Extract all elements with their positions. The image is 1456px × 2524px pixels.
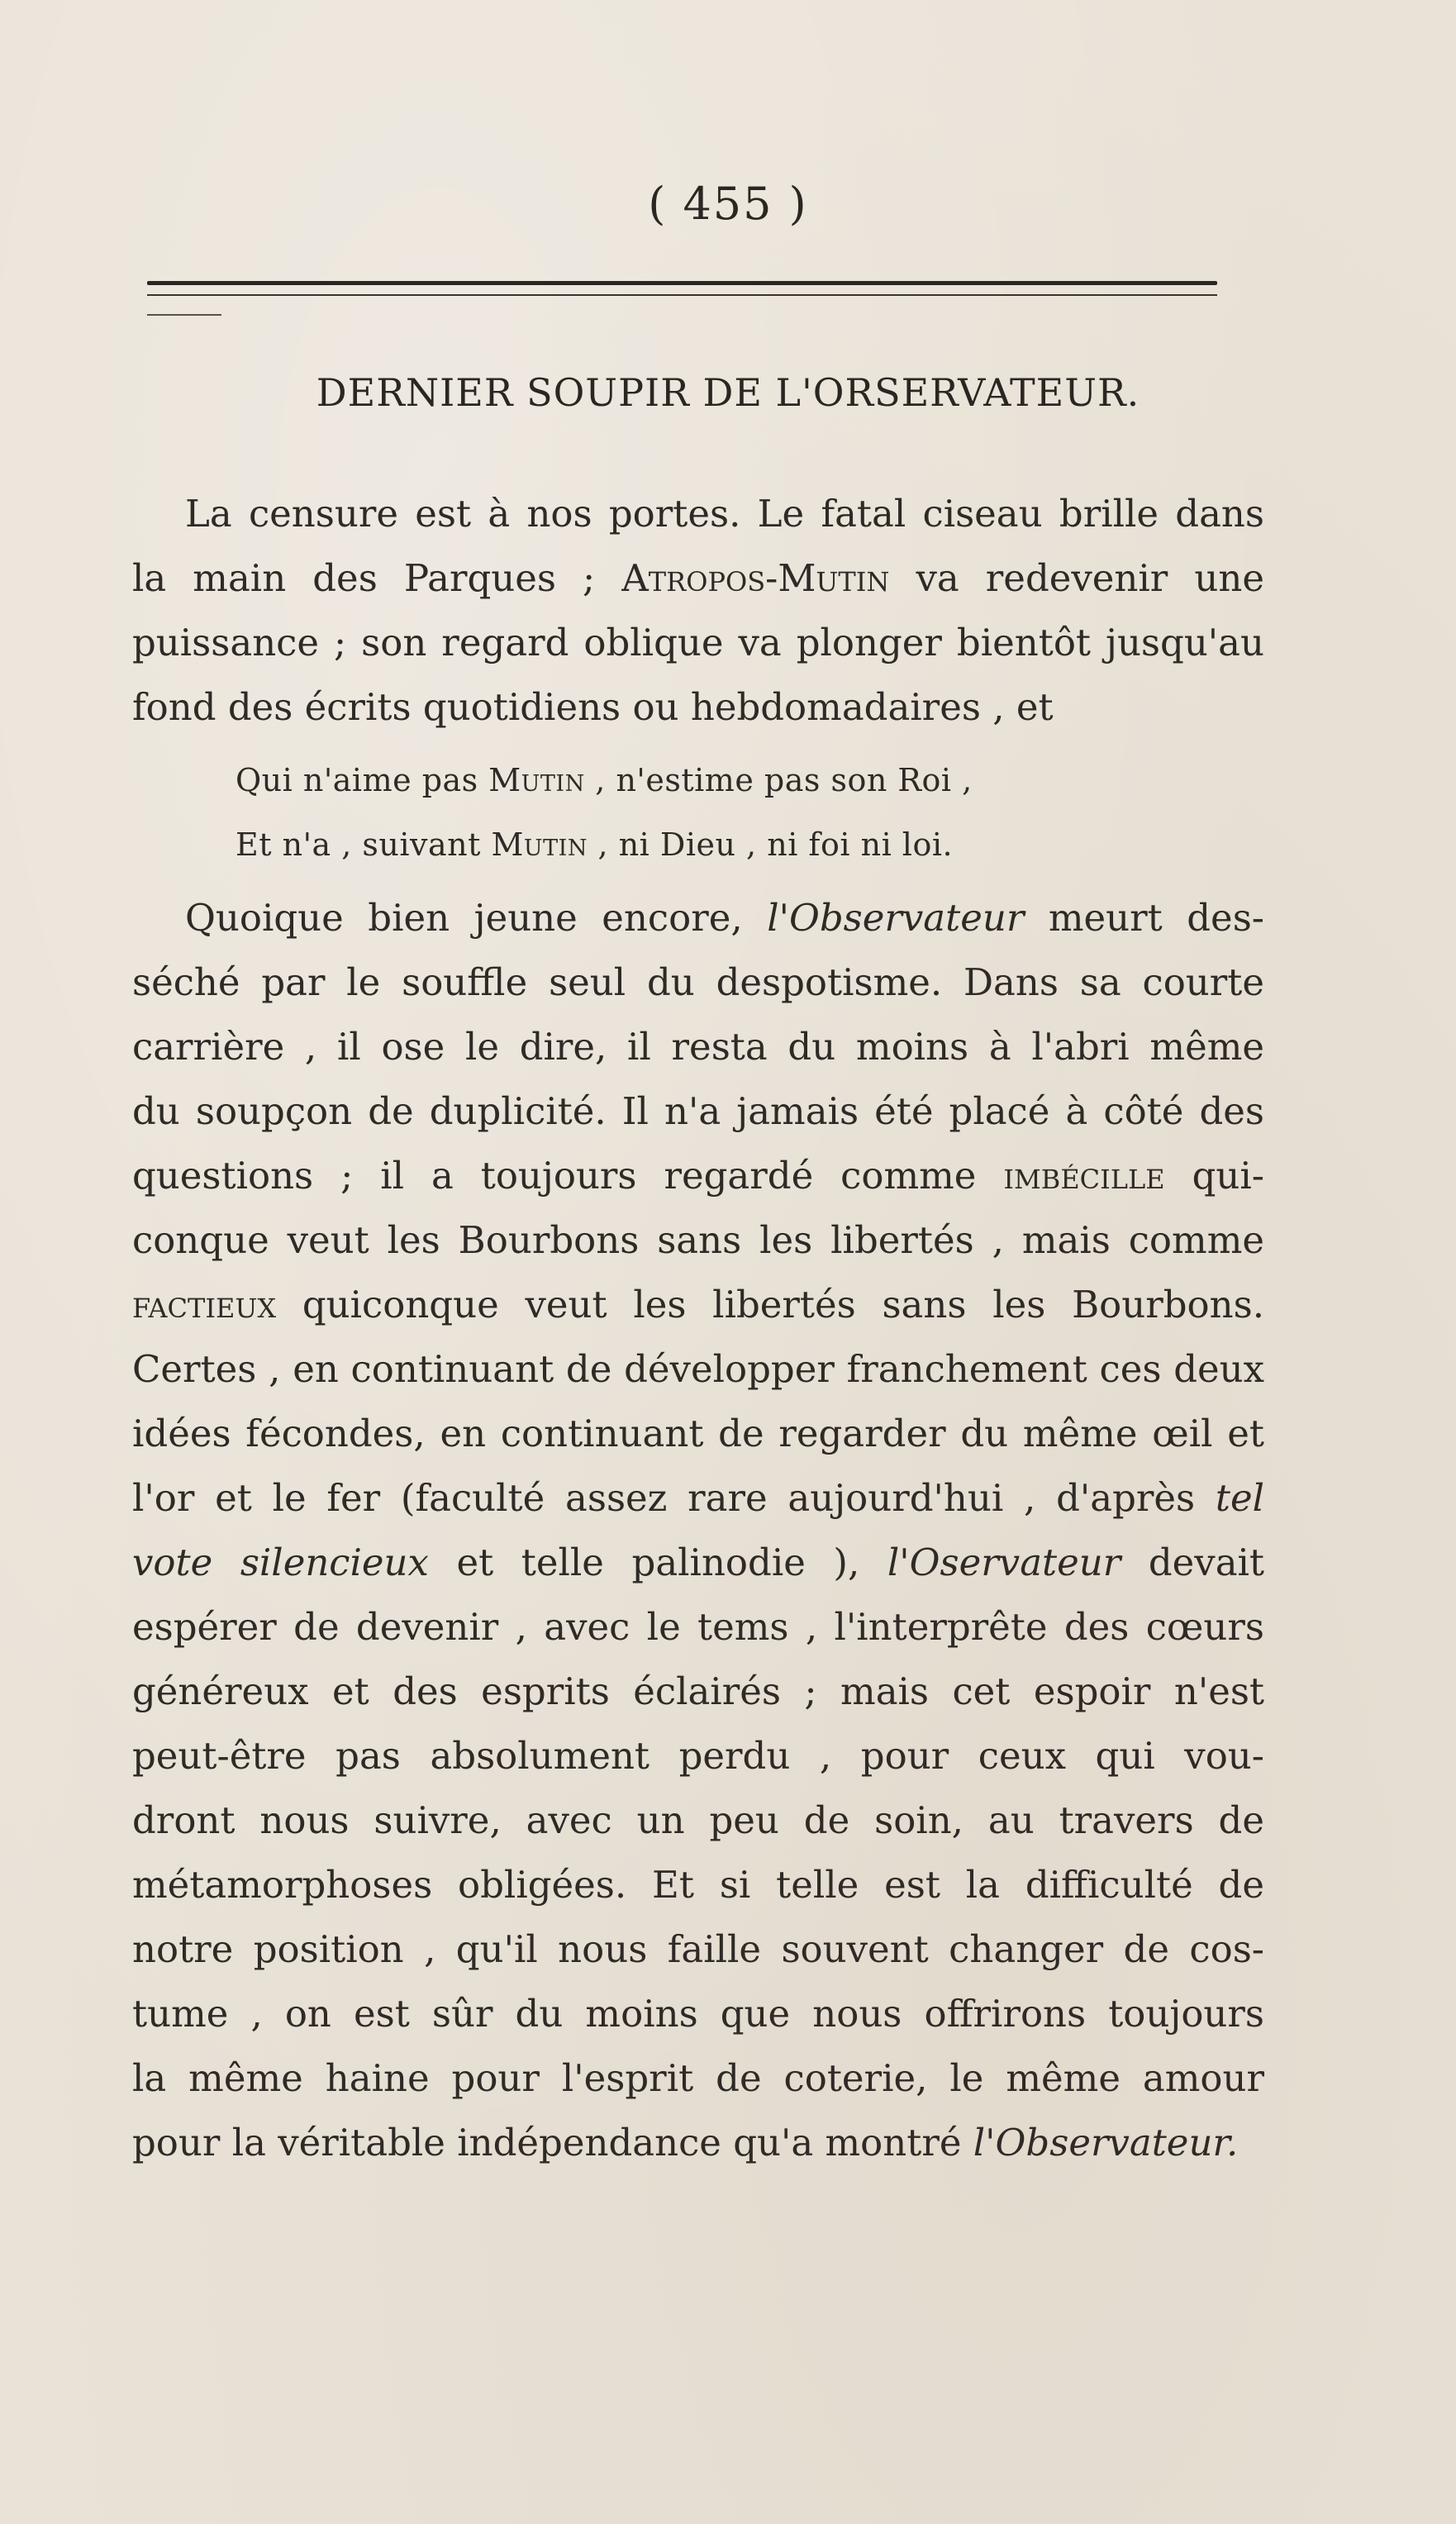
italic-title: l'Oservateur <box>887 1541 1121 1584</box>
text-line <box>132 482 1264 546</box>
text-line <box>132 2046 1264 2111</box>
text-line <box>132 1660 1264 1724</box>
text-span: du soupçon de duplicité. Il n'a jamais été placé à côté des <box>132 1089 1264 1133</box>
text-span: la main des Parques ; <box>132 556 622 600</box>
word-small-caps: imbécille <box>1003 1154 1165 1198</box>
text-line <box>132 950 1264 1015</box>
text-line <box>132 1788 1264 1853</box>
text-line <box>132 546 1264 611</box>
paragraph-2 <box>132 886 1264 2175</box>
text-line <box>132 1466 1264 1531</box>
text-line <box>132 1144 1264 1208</box>
name-small-caps: Mutin <box>491 826 588 863</box>
italic-title: l'Observateur <box>767 896 1025 940</box>
text-line <box>132 1917 1264 1982</box>
header-rule-thick <box>147 281 1217 285</box>
text-line <box>132 1724 1264 1788</box>
text-span: carrière , il ose le dire, il resta du moins à l'abri même <box>132 1025 1264 1069</box>
text-span: peut-être pas absolument perdu , pour ceux qui vou- <box>132 1734 1264 1778</box>
text-span: notre position , qu'il nous faille souvent changer de cos- <box>132 1927 1264 1971</box>
text-span: Certes , en continuant de développer franchement ces deux <box>132 1347 1264 1391</box>
text-line <box>132 1402 1264 1466</box>
text-span: conque veut les Bourbons sans les libertés , mais comme <box>132 1218 1264 1262</box>
verse-line <box>236 748 1078 812</box>
text-span: l'or et le fer (faculté assez rare aujourd'hui , d'après <box>132 1476 1216 1520</box>
paragraph-1 <box>132 482 1264 740</box>
text-span: dront nous suivre, avec un peu de soin, au travers de <box>132 1798 1264 1842</box>
text-span: devait <box>1121 1541 1264 1584</box>
text-span: idées fécondes, en continuant de regarder du même œil et <box>132 1412 1264 1455</box>
header-rule-thin <box>147 294 1217 296</box>
text-line <box>132 611 1264 675</box>
italic-title: l'Observateur. <box>973 2121 1239 2164</box>
text-span: Et n'a , suivant <box>236 826 492 863</box>
text-span: espérer de devenir , avec le tems , l'interprête des cœurs <box>132 1605 1264 1649</box>
text-line <box>132 2111 1264 2175</box>
page-number: ( 455 ) <box>648 178 808 230</box>
text-span: séché par le souffle seul du despotisme. Dans sa courte <box>132 960 1264 1004</box>
text-line <box>132 886 1264 950</box>
text-span: va redevenir une <box>889 556 1264 600</box>
article-heading: DERNIER SOUPIR DE L'ORSERVATEUR. <box>316 370 1140 415</box>
name-small-caps: Atropos-Mutin <box>621 556 890 600</box>
text-span: puissance ; son regard oblique va plonger bientôt jusqu'au <box>132 621 1264 664</box>
text-line <box>132 675 1264 740</box>
text-line <box>132 1273 1264 1337</box>
text-line <box>132 1208 1264 1273</box>
text-line <box>132 1015 1264 1079</box>
text-span: généreux et des esprits éclairés ; mais cet espoir n'est <box>132 1669 1264 1713</box>
header-rule-stub <box>147 314 221 316</box>
text-span: La censure est à nos portes. Le fatal ciseau brille dans <box>185 492 1264 536</box>
text-line <box>132 1853 1264 1917</box>
verse-line <box>236 812 1078 877</box>
text-span: métamorphoses obligées. Et si telle est la difficulté de <box>132 1863 1264 1907</box>
text-span: questions ; il a toujours regardé comme <box>132 1154 1004 1198</box>
text-span: qui- <box>1164 1154 1264 1198</box>
text-span: meurt des- <box>1024 896 1264 940</box>
word-small-caps: factieux <box>132 1283 277 1326</box>
text-span: fond des écrits quotidiens ou hebdomadaires , et <box>132 685 1054 729</box>
name-small-caps: Mutin <box>488 762 585 798</box>
text-span: pour la véritable indépendance qu'a montré <box>132 2121 973 2164</box>
text-span: Qui n'aime pas <box>236 762 489 798</box>
text-span: quiconque veut les libertés sans les Bourbons. <box>276 1283 1264 1326</box>
text-line <box>132 1982 1264 2046</box>
text-span: et telle palinodie ), <box>428 1541 887 1584</box>
text-line <box>132 1595 1264 1660</box>
text-line <box>132 1531 1264 1595</box>
text-span: , ni Dieu , ni foi ni loi. <box>587 826 954 863</box>
text-span: la même haine pour l'esprit de coterie, le même amour <box>132 2056 1264 2100</box>
text-line <box>132 1337 1264 1402</box>
text-span: , n'estime pas son Roi , <box>584 762 973 798</box>
italic-phrase: vote silencieux <box>132 1541 429 1584</box>
italic-phrase: tel <box>1215 1476 1264 1520</box>
text-span: tume , on est sûr du moins que nous offrirons toujours <box>132 1992 1264 2036</box>
verse-quote <box>236 748 1078 877</box>
text-span: Quoique bien jeune encore, <box>185 896 768 940</box>
text-line <box>132 1079 1264 1144</box>
